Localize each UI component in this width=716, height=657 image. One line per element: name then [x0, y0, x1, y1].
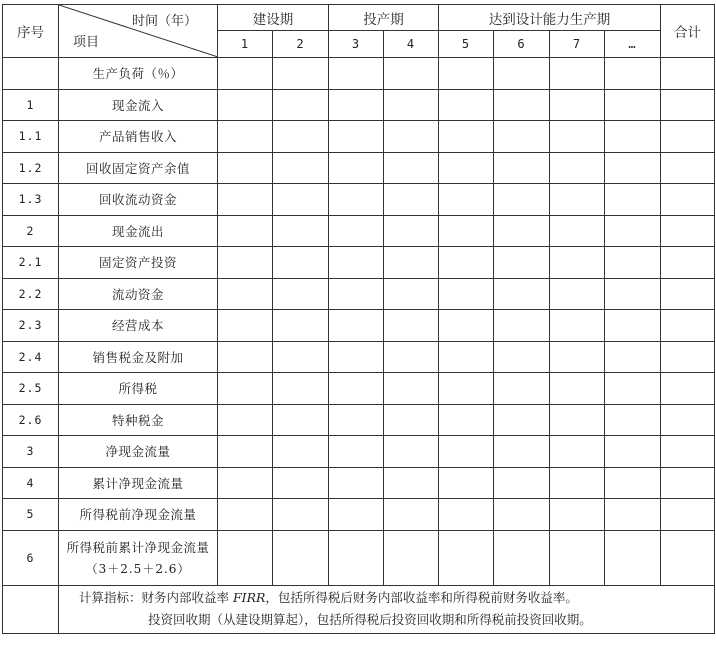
data-cell — [384, 89, 439, 121]
data-cell — [439, 436, 494, 468]
data-cell — [605, 499, 661, 531]
table-row — [3, 152, 715, 184]
data-cell — [661, 121, 715, 153]
data-cell — [550, 152, 605, 184]
table-row — [3, 89, 715, 121]
table-row — [3, 247, 715, 279]
row-seq — [3, 58, 59, 90]
data-cell — [550, 89, 605, 121]
data-cell — [384, 373, 439, 405]
row-label: 特种税金 — [59, 404, 218, 436]
header-seq: 序号 — [3, 5, 59, 58]
row-label-main: 所得税前累计净现金流量 — [66, 540, 210, 555]
row-label: 生产负荷（％） — [59, 58, 218, 90]
data-cell — [384, 278, 439, 310]
data-cell — [439, 215, 494, 247]
data-cell — [439, 278, 494, 310]
data-cell — [273, 89, 329, 121]
data-cell — [605, 341, 661, 373]
data-cell — [218, 310, 273, 342]
data-cell — [218, 278, 273, 310]
year-4: 4 — [384, 31, 439, 58]
data-cell — [605, 467, 661, 499]
data-cell — [273, 278, 329, 310]
table-row — [3, 530, 715, 585]
data-cell — [329, 310, 384, 342]
header-construction: 建设期 — [218, 5, 329, 31]
row-seq: 2 — [3, 215, 59, 247]
data-cell — [218, 247, 273, 279]
row-label: 回收流动资金 — [59, 184, 218, 216]
data-cell — [605, 184, 661, 216]
header-total: 合计 — [661, 5, 715, 58]
row-seq: 2.2 — [3, 278, 59, 310]
footnote-row — [3, 585, 715, 633]
data-cell — [605, 215, 661, 247]
data-cell — [439, 89, 494, 121]
data-cell — [494, 436, 550, 468]
data-cell — [273, 184, 329, 216]
data-cell — [218, 373, 273, 405]
table-row — [3, 278, 715, 310]
data-cell — [218, 341, 273, 373]
data-cell — [550, 499, 605, 531]
footnote-line-2: 投资回收期（从建设期算起），包括所得税后投资回收期和所得税前投资回收期。 — [148, 612, 592, 627]
row-label: 所得税 — [59, 373, 218, 405]
data-cell — [661, 89, 715, 121]
data-cell — [550, 247, 605, 279]
header-row-1 — [3, 5, 715, 31]
row-seq: 2.4 — [3, 341, 59, 373]
data-cell — [273, 121, 329, 153]
table-row — [3, 373, 715, 405]
table-row — [3, 404, 715, 436]
data-cell — [494, 215, 550, 247]
data-cell — [273, 467, 329, 499]
footnote-firr: FIRR — [232, 590, 266, 605]
header-full-capacity: 达到设计能力生产期 — [439, 5, 661, 31]
row-seq: 2.5 — [3, 373, 59, 405]
data-cell — [218, 58, 273, 90]
data-cell — [218, 436, 273, 468]
data-cell — [605, 436, 661, 468]
row-seq: 1 — [3, 89, 59, 121]
data-cell — [550, 215, 605, 247]
row-label: 产品销售收入 — [59, 121, 218, 153]
header-commissioning: 投产期 — [329, 5, 439, 31]
data-cell — [329, 121, 384, 153]
row-seq: 1.3 — [3, 184, 59, 216]
data-cell — [550, 58, 605, 90]
data-cell — [384, 499, 439, 531]
data-cell — [384, 58, 439, 90]
data-cell — [661, 341, 715, 373]
data-cell — [439, 121, 494, 153]
data-cell — [550, 278, 605, 310]
data-cell — [661, 152, 715, 184]
data-cell — [384, 436, 439, 468]
data-cell — [439, 467, 494, 499]
table-row — [3, 467, 715, 499]
data-cell — [273, 499, 329, 531]
data-cell — [384, 530, 439, 585]
data-cell — [273, 530, 329, 585]
data-cell — [439, 247, 494, 279]
row-label: 固定资产投资 — [59, 247, 218, 279]
data-cell — [329, 247, 384, 279]
data-cell — [329, 184, 384, 216]
data-cell — [329, 499, 384, 531]
data-cell — [439, 373, 494, 405]
row-seq: 6 — [3, 530, 59, 585]
data-cell — [218, 89, 273, 121]
table-row — [3, 310, 715, 342]
data-cell — [439, 310, 494, 342]
data-cell — [218, 121, 273, 153]
data-cell — [605, 58, 661, 90]
table-row — [3, 499, 715, 531]
data-cell — [384, 184, 439, 216]
data-cell — [273, 436, 329, 468]
data-cell — [218, 467, 273, 499]
year-3: 3 — [329, 31, 384, 58]
data-cell — [605, 89, 661, 121]
row-seq: 2.1 — [3, 247, 59, 279]
data-cell — [661, 247, 715, 279]
row-label: 流动资金 — [59, 278, 218, 310]
data-cell — [384, 341, 439, 373]
table-row — [3, 436, 715, 468]
row-label: 现金流出 — [59, 215, 218, 247]
data-cell — [494, 530, 550, 585]
table-row — [3, 215, 715, 247]
data-cell — [550, 404, 605, 436]
data-cell — [605, 121, 661, 153]
data-cell — [384, 310, 439, 342]
data-cell — [273, 247, 329, 279]
data-cell — [550, 530, 605, 585]
year-5: 5 — [439, 31, 494, 58]
data-cell — [605, 530, 661, 585]
row-seq: 5 — [3, 499, 59, 531]
year-ellipsis: … — [605, 31, 661, 58]
data-cell — [661, 215, 715, 247]
data-cell — [494, 467, 550, 499]
data-cell — [494, 247, 550, 279]
data-cell — [218, 499, 273, 531]
row-seq: 4 — [3, 467, 59, 499]
data-cell — [329, 373, 384, 405]
footnote-line-1-pre: 计算指标：财务内部收益率 — [79, 590, 233, 605]
data-cell — [550, 373, 605, 405]
row-label: 回收固定资产余值 — [59, 152, 218, 184]
data-cell — [605, 152, 661, 184]
header-diagonal-cell — [59, 5, 218, 58]
data-cell — [384, 467, 439, 499]
data-cell — [550, 341, 605, 373]
data-cell — [494, 58, 550, 90]
data-cell — [329, 404, 384, 436]
data-cell — [605, 373, 661, 405]
data-cell — [494, 184, 550, 216]
data-cell — [218, 404, 273, 436]
data-cell — [384, 152, 439, 184]
data-cell — [329, 152, 384, 184]
data-cell — [494, 121, 550, 153]
table-row — [3, 341, 715, 373]
data-cell — [661, 436, 715, 468]
data-cell — [384, 247, 439, 279]
year-7: 7 — [550, 31, 605, 58]
row-label — [59, 530, 218, 585]
data-cell — [661, 499, 715, 531]
data-cell — [329, 341, 384, 373]
data-cell — [661, 58, 715, 90]
data-cell — [439, 152, 494, 184]
row-seq: 2.6 — [3, 404, 59, 436]
data-cell — [273, 215, 329, 247]
header-project: 项目 — [73, 35, 100, 50]
table-row — [3, 121, 715, 153]
data-cell — [661, 278, 715, 310]
year-1: 1 — [218, 31, 273, 58]
data-cell — [384, 121, 439, 153]
data-cell — [605, 278, 661, 310]
data-cell — [494, 341, 550, 373]
data-cell — [550, 467, 605, 499]
footnote-line-1 — [79, 587, 714, 609]
row-label: 经营成本 — [59, 310, 218, 342]
data-cell — [273, 404, 329, 436]
data-cell — [661, 467, 715, 499]
data-cell — [329, 436, 384, 468]
footnote — [59, 585, 715, 633]
row-label: 销售税金及附加 — [59, 341, 218, 373]
data-cell — [550, 121, 605, 153]
footnote-blank-cell — [3, 585, 59, 633]
year-6: 6 — [494, 31, 550, 58]
data-cell — [661, 404, 715, 436]
data-cell — [661, 373, 715, 405]
data-cell — [550, 184, 605, 216]
row-seq: 2.3 — [3, 310, 59, 342]
data-cell — [384, 215, 439, 247]
data-cell — [384, 404, 439, 436]
data-cell — [494, 310, 550, 342]
data-cell — [329, 530, 384, 585]
data-cell — [439, 530, 494, 585]
data-cell — [273, 152, 329, 184]
header-time: 时间（年） — [131, 14, 197, 29]
data-cell — [329, 58, 384, 90]
data-cell — [273, 373, 329, 405]
row-label-formula: （3＋2.5＋2.6） — [85, 562, 191, 576]
row-seq: 3 — [3, 436, 59, 468]
data-cell — [439, 58, 494, 90]
row-seq: 1.1 — [3, 121, 59, 153]
data-cell — [550, 436, 605, 468]
data-cell — [329, 278, 384, 310]
data-cell — [439, 184, 494, 216]
data-cell — [661, 310, 715, 342]
row-label: 所得税前净现金流量 — [59, 499, 218, 531]
data-cell — [218, 152, 273, 184]
data-cell — [329, 89, 384, 121]
table-row — [3, 58, 715, 90]
data-cell — [605, 247, 661, 279]
footnote-line-1-post: ，包括所得税后财务内部收益率和所得税前财务收益率。 — [265, 590, 578, 605]
data-cell — [550, 310, 605, 342]
data-cell — [439, 341, 494, 373]
table-row — [3, 184, 715, 216]
data-cell — [329, 215, 384, 247]
data-cell — [218, 215, 273, 247]
data-cell — [273, 58, 329, 90]
data-cell — [273, 341, 329, 373]
data-cell — [494, 152, 550, 184]
data-cell — [218, 184, 273, 216]
row-label: 净现金流量 — [59, 436, 218, 468]
data-cell — [494, 404, 550, 436]
data-cell — [661, 184, 715, 216]
row-seq: 1.2 — [3, 152, 59, 184]
data-cell — [439, 404, 494, 436]
cash-flow-table — [2, 4, 715, 634]
data-cell — [439, 499, 494, 531]
data-cell — [494, 499, 550, 531]
data-cell — [605, 310, 661, 342]
data-cell — [605, 404, 661, 436]
data-cell — [494, 89, 550, 121]
data-cell — [329, 467, 384, 499]
row-label: 现金流入 — [59, 89, 218, 121]
row-label: 累计净现金流量 — [59, 467, 218, 499]
data-cell — [273, 310, 329, 342]
data-cell — [661, 530, 715, 585]
year-2: 2 — [273, 31, 329, 58]
data-cell — [494, 278, 550, 310]
data-cell — [218, 530, 273, 585]
data-cell — [494, 373, 550, 405]
